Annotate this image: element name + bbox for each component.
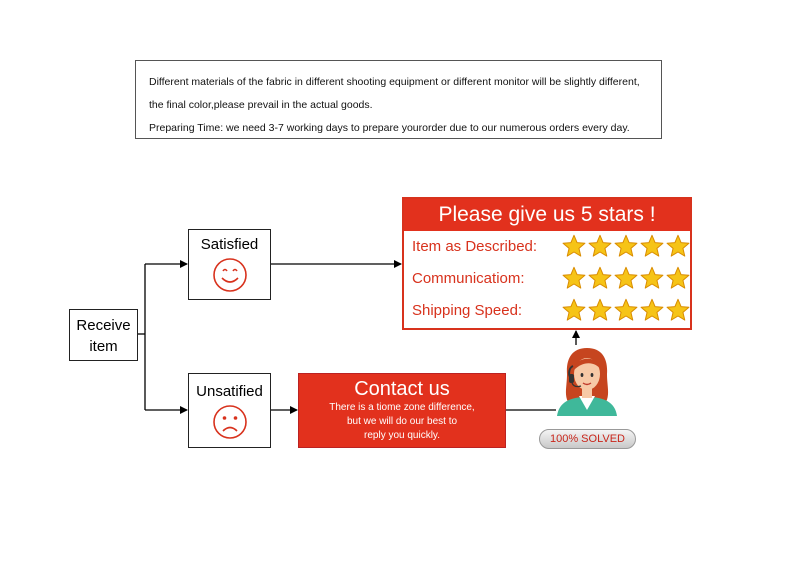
star-icon — [588, 234, 612, 258]
contact-us-line-1: There is a tiome zone difference, — [329, 402, 475, 413]
star-icon — [640, 298, 664, 322]
rating-label-item-described: Item as Described: — [412, 237, 538, 255]
solved-badge: 100% SOLVED — [539, 429, 636, 449]
receive-item-label-2: item — [89, 338, 118, 355]
star-icon — [562, 266, 586, 290]
contact-us-line-3: reply you quickly. — [364, 430, 440, 441]
receive-item-box — [69, 309, 138, 361]
rating-stars-item-described — [562, 234, 690, 258]
sad-face-icon — [212, 404, 248, 440]
rating-label-shipping-speed: Shipping Speed: — [412, 301, 523, 319]
star-icon — [588, 266, 612, 290]
rating-stars-communication — [562, 266, 690, 290]
star-icon — [640, 234, 664, 258]
contact-us-box — [298, 373, 506, 448]
unsatisfied-label: Unsatified — [196, 383, 263, 400]
notice-line-3: Preparing Time: we need 3-7 working days to prepare yourorder due to our numerous orders every day. — [149, 122, 630, 134]
five-stars-title: Please give us 5 stars ! — [404, 199, 690, 231]
unsatisfied-box — [188, 373, 271, 448]
star-icon — [666, 234, 690, 258]
rating-row-shipping-speed — [412, 295, 690, 325]
star-icon — [614, 298, 638, 322]
contact-us-title: Contact us — [354, 378, 450, 400]
rating-row-item-described — [412, 231, 690, 261]
star-icon — [614, 234, 638, 258]
star-icon — [562, 298, 586, 322]
star-icon — [640, 266, 664, 290]
five-stars-panel — [402, 197, 692, 330]
contact-us-line-2: but we will do our best to — [346, 416, 458, 427]
rating-stars-shipping-speed — [562, 298, 690, 322]
notice-line-1: Different materials of the fabric in different shooting equipment or different monitor will be slightly different, — [149, 76, 640, 88]
satisfied-box — [188, 229, 271, 300]
satisfied-label: Satisfied — [200, 236, 259, 253]
receive-item-label-1: Receive — [76, 317, 131, 334]
notice-line-2: the final color,please prevail in the actual goods. — [149, 99, 373, 111]
star-icon — [666, 298, 690, 322]
smiley-face-icon — [212, 257, 248, 293]
star-icon — [588, 298, 612, 322]
star-icon — [666, 266, 690, 290]
support-agent-icon — [554, 344, 620, 416]
star-icon — [562, 234, 586, 258]
rating-label-communication: Communicatiom: — [412, 269, 525, 287]
star-icon — [614, 266, 638, 290]
rating-row-communication — [412, 263, 690, 293]
